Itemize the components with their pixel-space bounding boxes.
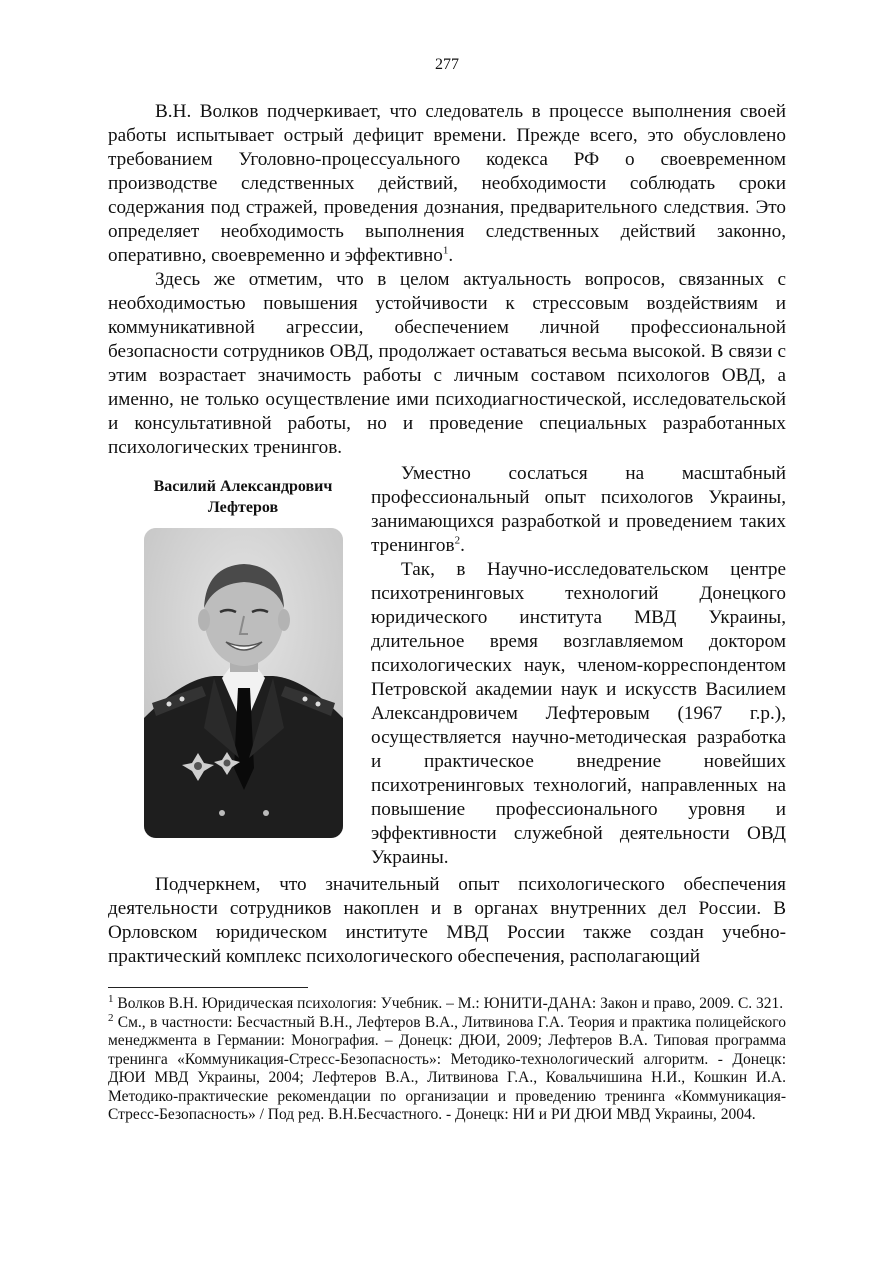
footnotes	[108, 992, 786, 1125]
paragraph-research-center: Так, в Научно-исследовательском центре психотренинговых технологий Донецкого юридического института МВД Украины, длительное время возглавляемом доктором психологических наук, членом-корреспондентом Петровской академии наук и искусств Василием Александровичем Лефтеровым (1967 г.р.), осуществляется научно-методическая разработка и практическое внедрение новейших психотренинговых технологий, направленных на повышение профессионального уровня и эффективности служебной деятельности ОВД Украины.	[371, 559, 786, 868]
footnote-1-text: Волков В.Н. Юридическая психология: Учебник. – М.: ЮНИТИ-ДАНА: Закон и право, 2009. С. 321.	[113, 995, 784, 1012]
portrait-box	[133, 476, 353, 838]
paragraph-1-end: .	[448, 245, 454, 266]
paragraph-relevance: Здесь же отметим, что в целом актуальность вопросов, связанных с необходимостью повышения устойчивости к стрессовым воздействиям и коммуникативной агрессии, обеспечением личной профессиональной безопасности сотрудников ОВД, продолжает оставаться весьма высокой. В связи с этим возрастает значимость работы с личным составом психологов ОВД, а именно, не только осуществление ими психодиагностической, исследовательской и консультативной работы, но и проведение специальных разработанных психологических тренингов.	[108, 269, 786, 458]
paragraph-3-end: .	[460, 535, 465, 556]
paragraph-ukraine	[371, 462, 786, 558]
portrait-caption-line1: Василий Александрович	[153, 478, 333, 495]
footnote-separator	[108, 987, 308, 988]
paragraph-1-text: В.Н. Волков подчеркивает, что следователь в процессе выполнения своей работы испытывает острый дефицит времени. Прежде всего, это обусловлено требованием Уголовно-процессуального кодекса РФ о своевременном производстве следственных действий, необходимости соблюдать сроки содержания под стражей, проведения дознания, предварительного следствия. Это определяет необходимость выполнения следственных действий законно, оперативно, своевременно и эффективно	[108, 101, 786, 266]
paragraph-russia: Подчеркнем, что значительный опыт психологического обеспечения деятельности сотрудников накоплен и в органах внутренних дел России. В Орловском юридическом институте МВД России также создан учебно-практический комплекс психологического обеспечения, располагающий	[108, 874, 786, 967]
paragraph-3-text: Уместно сослаться на масштабный профессиональный опыт психологов Украины, занимающихся разработкой и проведением таких тренингов	[371, 463, 786, 556]
portrait-illustration	[144, 528, 343, 838]
side-text-column	[371, 462, 786, 870]
footnote-ref-1: 1	[442, 244, 449, 257]
page-number: 277	[435, 56, 459, 73]
portrait-caption-line2: Лефтеров	[207, 499, 279, 516]
portrait-photo	[144, 528, 343, 838]
footnote-1	[108, 992, 786, 1014]
footnote-2-text: См., в частности: Бесчастный В.Н., Лефтеров В.А., Литвинова Г.А. Теория и практика полицейского менеджмента в Германии: Монография. – Донецк: ДЮИ, 2009; Лефтеров В.А. Типовая программа тренинга «Коммуникация-Стресс-Безопасность»: Методико-технологический алгоритм. - Донецк: ДЮИ МВД Украины, 2004; Лефтеров В.А., Литвинова Г.А., Ковальчишина Н.И., Кошкин И.А. Методико-практические рекомендации по организации и проведению тренинга «Коммуникация-Стресс-Безопасность» / Под ред. В.Н.Бесчастного. - Донецк: НИ и РИ ДЮИ МВД Украины, 2004.	[108, 1013, 786, 1123]
footnote-2	[108, 1011, 786, 1125]
paragraph-volkov	[108, 100, 786, 268]
footnote-1-marker: 1	[108, 992, 114, 1005]
portrait-caption	[133, 476, 353, 518]
footnote-2-marker: 2	[108, 1011, 114, 1024]
footnote-ref-2: 2	[454, 534, 461, 547]
